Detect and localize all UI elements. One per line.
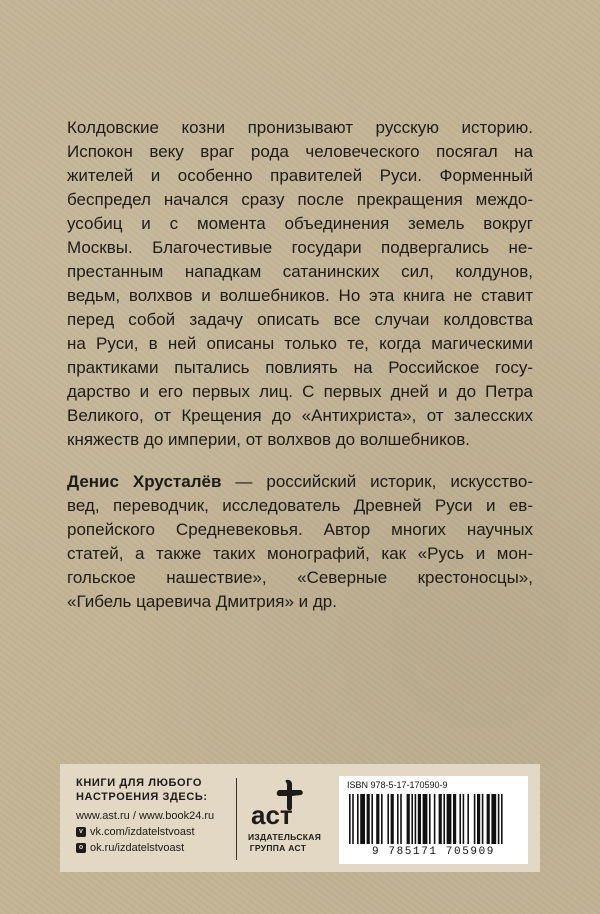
annotation-line: Москвы. Благочестивые государи подвергались не- [67,238,533,257]
author-name: Денис Хрусталёв [67,472,222,491]
author-bio-line [67,470,533,494]
annotation-line: Колдовские козни пронизывают русскую историю. [67,118,533,137]
publisher-logo [248,778,338,868]
ok-link-text: ok.ru/izdatelstvoast [90,842,185,854]
author-bio-line: «Гибель царевича Дмитрия» и др. [67,592,337,611]
promo-block [76,776,241,856]
annotation-line: практиками пытались повлиять на Российское госу- [67,358,533,377]
publisher-info-box [60,764,540,872]
publisher-caption [248,832,322,854]
publisher-caption-line: ИЗДАТЕЛЬСКАЯ [248,832,322,842]
author-bio-line: вед, переводчик, исследователь Древней Руси и ев- [67,496,533,515]
annotation-line: перед собой задачу описать все случаи колдовства [67,310,533,329]
promo-title-line: НАСТРОЕНИЯ ЗДЕСЬ: [76,791,208,803]
vk-icon: v [76,827,86,837]
barcode-bars [347,794,520,846]
divider [236,778,237,860]
promo-title [76,776,241,804]
annotation-line: беспредел начался сразу после прекращения междо- [67,190,533,209]
author-bio-text: — российский историк, искусство- [221,472,534,491]
author-bio-line: гольское нашествие», «Северные крестоносцы», [67,568,533,587]
annotation-line: княжеств до империи, от волхвов до волшебников. [67,430,471,449]
ok-link[interactable] [76,840,241,856]
vk-link-text: vk.com/izdatelstvoast [90,826,195,838]
author-bio-line: статей, а также таких монографий, как «Русь и мон- [67,544,533,563]
annotation-line: на Руси, в ней описаны только те, когда магическими [67,334,533,353]
ast-logo-icon [248,778,308,830]
annotation-line: Великого, от Крещения до «Антихриста», от залесских [67,406,533,425]
promo-title-line: КНИГИ ДЛЯ ЛЮБОГО [76,777,203,789]
ok-icon: o [76,843,86,853]
annotation-line: жителей и особенно правителей Руси. Форменный [67,166,533,185]
isbn-barcode [339,776,528,864]
annotation-line: Испокон веку враг рода человеческого посягал на [67,142,533,161]
author-bio-paragraph [67,470,533,614]
author-bio-line: ропейского Средневековья. Автор многих научных [67,520,533,539]
annotation-line: ведьм, волхвов и волшебников. Но эта книга не ставит [67,286,533,305]
promo-links [76,808,241,856]
isbn-label: ISBN 978-5-17-170590-9 [347,780,448,790]
svg-text:аст: аст [251,800,293,830]
barcode-digits: 9 785171 705909 [371,846,496,858]
vk-link[interactable] [76,824,241,840]
annotation-line: усобиц и с момента объединения земель вокруг [67,214,533,233]
annotation-paragraph [67,116,533,452]
website-link-text: www.ast.ru / www.book24.ru [76,810,215,822]
website-link[interactable] [76,808,241,824]
publisher-caption-line: ГРУППА АСТ [249,843,307,853]
annotation-line: престанным нападкам сатанинских сил, колдунов, [67,262,533,281]
annotation-line: дарство и его первых лиц. С первых дней и до Петра [67,382,533,401]
